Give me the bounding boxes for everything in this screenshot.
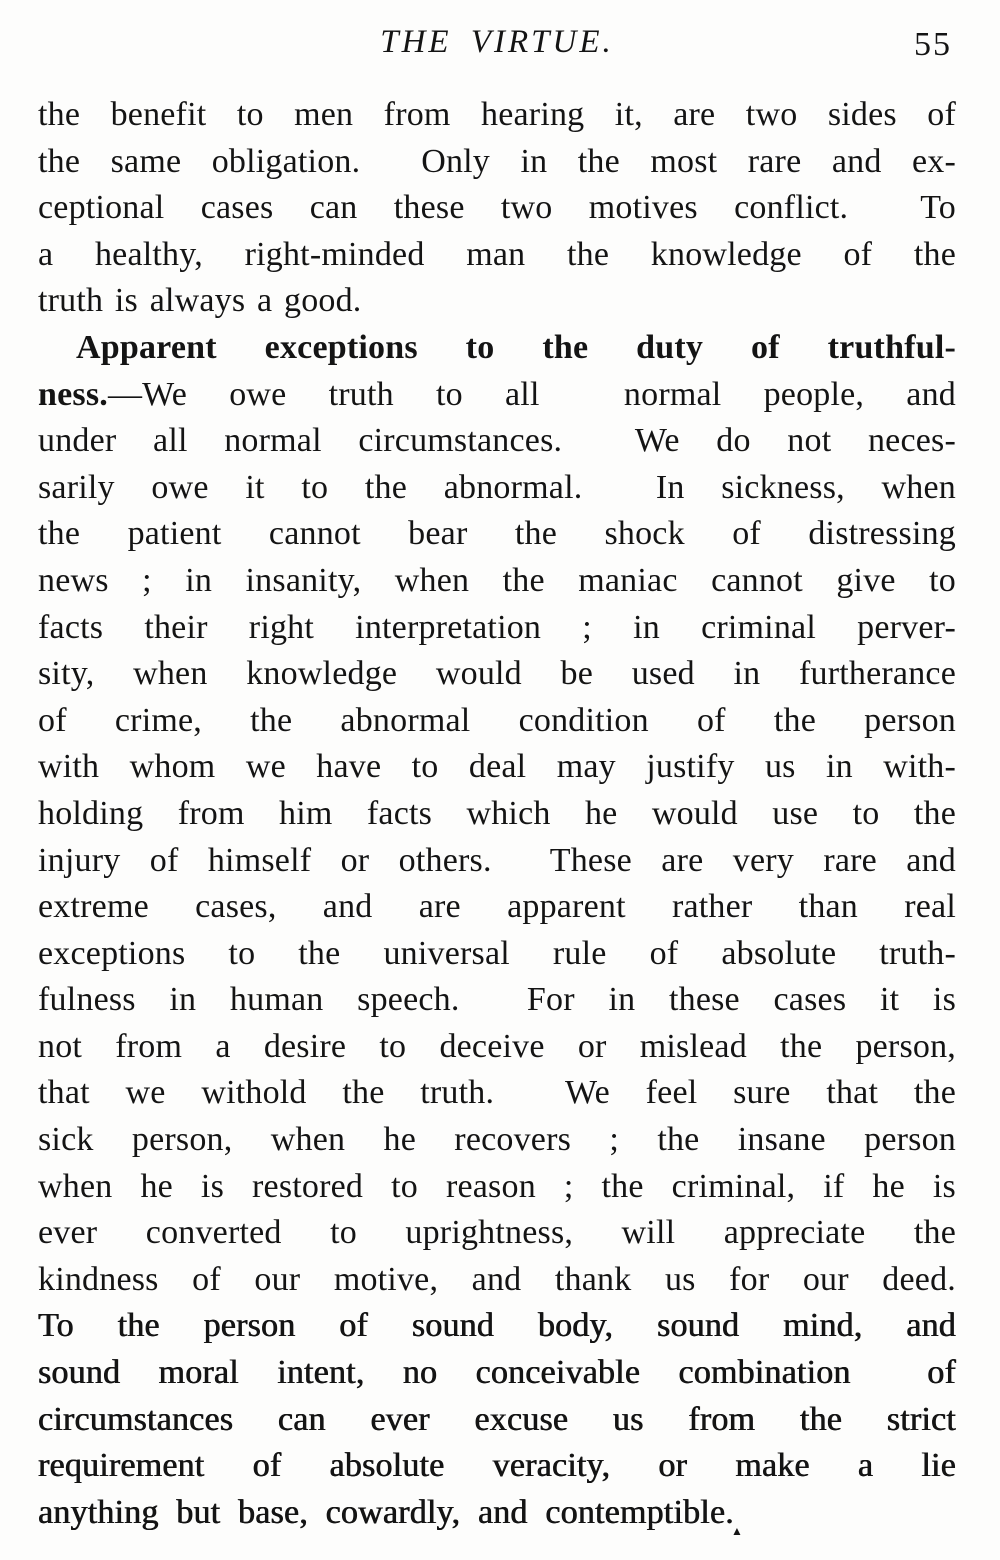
text-line <box>38 605 956 652</box>
running-header-title: THE VIRTUE. <box>380 24 614 60</box>
text-segment: ceptional cases can these two motives conflict. To <box>38 189 956 227</box>
text-line <box>38 838 956 885</box>
text-line <box>38 418 956 465</box>
text-segment: requirement of absolute veracity, or make a lie <box>38 1447 956 1485</box>
text-line <box>38 977 956 1024</box>
text-line <box>38 791 956 838</box>
text-segment: injury of himself or others. These are very rare and <box>38 841 956 879</box>
running-header <box>38 24 956 72</box>
text-segment: sarily owe it to the abnormal. In sickness, when <box>38 468 956 506</box>
page-body-text <box>38 92 956 1536</box>
text-line <box>38 1164 956 1211</box>
text-segment: with whom we have to deal may justify us in with- <box>38 748 956 786</box>
text-line <box>38 1443 956 1490</box>
text-segment: anything but base, cowardly, and contemptible. <box>38 1493 734 1531</box>
text-segment: the patient cannot bear the shock of distressing <box>38 515 956 553</box>
text-line <box>38 1070 956 1117</box>
text-segment: sity, when knowledge would be used in furtherance <box>38 655 956 693</box>
text-segment: facts their right interpretation ; in criminal perver- <box>38 608 956 646</box>
text-segment: kindness of our motive, and thank us for our deed. <box>38 1260 956 1298</box>
text-segment: extreme cases, and are apparent rather than real <box>38 888 956 926</box>
text-segment: To the person of sound body, sound mind, and <box>38 1307 956 1345</box>
text-segment: the benefit to men from hearing it, are two sides of <box>38 96 956 133</box>
page-number: 55 <box>914 26 952 63</box>
text-line <box>38 325 956 372</box>
text-segment: truth is always a good. <box>38 282 362 320</box>
text-line <box>38 744 956 791</box>
text-line <box>38 1210 956 1257</box>
text-line <box>38 1490 956 1537</box>
text-segment: sick person, when he recovers ; the insane person <box>38 1121 956 1159</box>
text-line <box>38 931 956 978</box>
text-line <box>38 698 956 745</box>
text-line <box>38 139 956 186</box>
text-line <box>38 884 956 931</box>
text-line <box>38 1117 956 1164</box>
bold-text-segment: Apparent exceptions to the duty of truthful- <box>76 328 956 366</box>
text-line <box>38 185 956 232</box>
text-line <box>38 232 956 279</box>
text-segment: the same obligation. Only in the most rare and ex- <box>38 142 956 180</box>
text-line <box>38 1397 956 1444</box>
text-segment: —We owe truth to all normal people, and <box>107 375 956 413</box>
text-line <box>38 558 956 605</box>
text-line <box>38 1303 956 1350</box>
text-line <box>38 1350 956 1397</box>
bold-text-segment: ness. <box>38 375 108 413</box>
text-line <box>38 1257 956 1304</box>
text-line <box>38 511 956 558</box>
text-segment: not from a desire to deceive or mislead the person, <box>38 1027 956 1065</box>
text-line <box>38 372 956 419</box>
text-segment: when he is restored to reason ; the criminal, if he is <box>38 1167 956 1205</box>
text-segment: ever converted to uprightness, will appreciate the <box>38 1214 956 1252</box>
text-segment: sound moral intent, no conceivable combination of <box>38 1354 956 1392</box>
text-segment: exceptions to the universal rule of absolute truth- <box>38 934 956 972</box>
text-line <box>38 651 956 698</box>
scan-artifact-caret: ▲ <box>731 1524 743 1538</box>
text-line <box>38 278 956 325</box>
text-segment: a healthy, right-minded man the knowledge of the <box>38 235 956 273</box>
text-segment: circumstances can ever excuse us from the strict <box>38 1400 956 1438</box>
text-segment: fulness in human speech. For in these cases it is <box>38 981 956 1019</box>
text-line <box>38 465 956 512</box>
text-segment: that we withold the truth. We feel sure that the <box>38 1074 956 1112</box>
text-segment: of crime, the abnormal condition of the person <box>38 701 956 739</box>
text-line <box>38 92 956 139</box>
text-line <box>38 1024 956 1071</box>
text-segment: news ; in insanity, when the maniac cannot give to <box>38 561 956 599</box>
text-segment: under all normal circumstances. We do not neces- <box>38 422 956 460</box>
text-segment: holding from him facts which he would use to the <box>38 794 956 832</box>
